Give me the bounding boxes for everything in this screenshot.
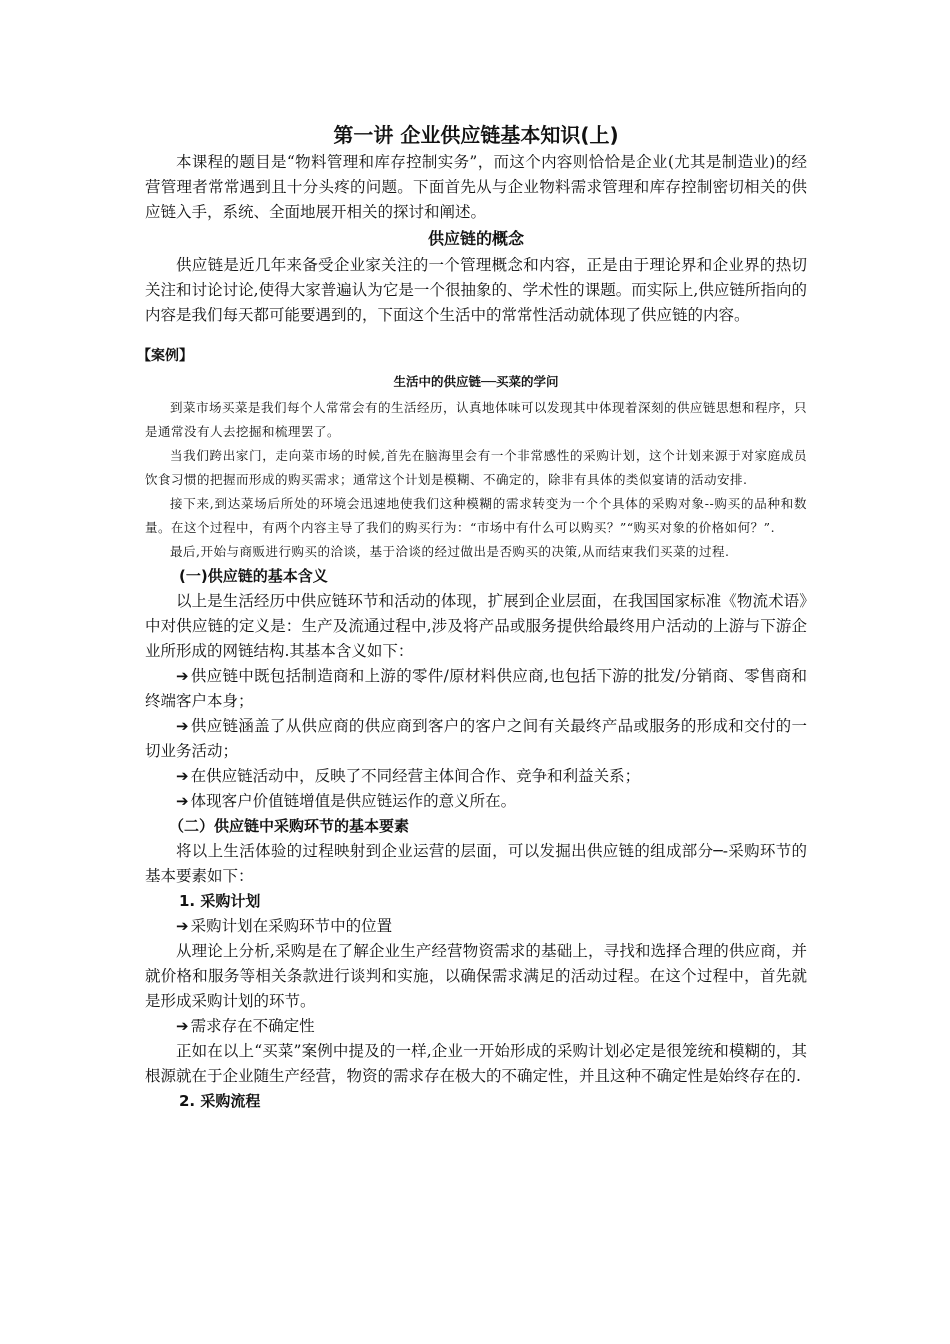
bullet-text: 体现客户价值链增值是供应链运作的意义所在。 [190, 792, 517, 810]
sub2-heading: 2. 采购流程 [179, 1092, 261, 1110]
bullet-item [145, 914, 807, 939]
case-paragraph: 最后,开始与商贩进行购买的洽谈，基于洽谈的经过做出是否购买的决策,从而结束我们买菜的过程. [170, 544, 730, 559]
arrow-right-icon: ➔ [176, 667, 189, 685]
bullet-item [145, 1014, 807, 1039]
concept-paragraph: 供应链是近几年来备受企业家关注的一个管理概念和内容，正是由于理论界和企业界的热切关注和讨论讨论,使得大家普遍认为它是一个很抽象的、学术性的课题。而实际上,供应链所指向的内容是我们每天都可能要遇到的，下面这个生活中的常常性活动就体现了供应链的内容。 [145, 256, 807, 324]
document-page [137, 120, 808, 1114]
arrow-right-icon: ➔ [176, 917, 189, 935]
case-paragraph: 接下来,到达菜场后所处的环境会迅速地使我们这种模糊的需求转变为一个个具体的采购对象--购买的品种和数量。在这个过程中，有两个内容主导了我们的购买行为：“市场中有什么可以购买？”“购买对象的价格如何？”. [145, 496, 807, 535]
section1-paragraph: 以上是生活经历中供应链环节和活动的体现，扩展到企业层面，在我国国家标准《物流术语》中对供应链的定义是：生产及流通过程中,涉及将产品或服务提供给最终用户活动的上游与下游企业所形成的网链结构.其基本含义如下： [145, 592, 807, 660]
arrow-right-icon: ➔ [176, 792, 189, 810]
section2-paragraph: 将以上生活体验的过程映射到企业运营的层面，可以发掘出供应链的组成部分─-采购环节的基本要素如下： [145, 842, 807, 885]
bullet-text: 供应链涵盖了从供应商的供应商到客户的客户之间有关最终产品或服务的形成和交付的一切业务活动； [145, 717, 807, 760]
bullet-item [145, 664, 807, 714]
bullet-text: 供应链中既包括制造商和上游的零件/原材料供应商,也包括下游的批发/分销商、零售商和终端客户本身； [145, 667, 807, 710]
sub1-heading: 1. 采购计划 [179, 892, 261, 910]
bullet-text: 在供应链活动中，反映了不同经营主体间合作、竞争和利益关系； [190, 767, 641, 785]
arrow-right-icon: ➔ [176, 1017, 189, 1035]
section2-heading: （二）供应链中采购环节的基本要素 [169, 817, 410, 835]
bullet-item [145, 714, 807, 764]
case-title: 生活中的供应链──买菜的学问 [393, 374, 559, 389]
bullet-text: 需求存在不确定性 [190, 1017, 315, 1035]
sub1-paragraph: 正如在以上“买菜”案例中提及的一样,企业一开始形成的采购计划必定是很笼统和模糊的，其根源就在于企业随生产经营，物资的需求存在极大的不确定性，并且这种不确定性是始终存在的. [145, 1042, 807, 1085]
sub1-paragraph: 从理论上分析,采购是在了解企业生产经营物资需求的基础上，寻找和选择合理的供应商，并就价格和服务等相关条款进行谈判和实施，以确保需求满足的活动过程。在这个过程中，首先就是形成采购计划的环节。 [145, 942, 807, 1010]
bullet-item [145, 789, 807, 814]
case-paragraph: 当我们跨出家门，走向菜市场的时候,首先在脑海里会有一个非常感性的采购计划，这个计划来源于对家庭成员饮食习惯的把握而形成的购买需求；通常这个计划是模糊、不确定的，除非有具体的类似宴请的活动安排. [145, 448, 807, 487]
concept-heading: 供应链的概念 [427, 229, 524, 248]
intro-paragraph: 本课程的题目是“物料管理和库存控制实务”，而这个内容则恰恰是企业(尤其是制造业)的经营管理者常常遇到且十分头疼的问题。下面首先从与企业物料需求管理和库存控制密切相关的供应链入手，系统、全面地展开相关的探讨和阐述。 [145, 153, 807, 221]
case-paragraph: 到菜市场买菜是我们每个人常常会有的生活经历，认真地体味可以发现其中体现着深刻的供应链思想和程序，只是通常没有人去挖掘和梳理罢了。 [145, 400, 808, 439]
section1-heading: (一)供应链的基本含义 [179, 567, 328, 585]
page-title: 第一讲 企业供应链基本知识(上) [333, 123, 619, 147]
arrow-right-icon: ➔ [176, 717, 189, 735]
arrow-right-icon: ➔ [176, 767, 189, 785]
bullet-text: 采购计划在采购环节中的位置 [190, 917, 393, 935]
case-label: 【案例】 [137, 348, 193, 364]
bullet-item [145, 764, 807, 789]
